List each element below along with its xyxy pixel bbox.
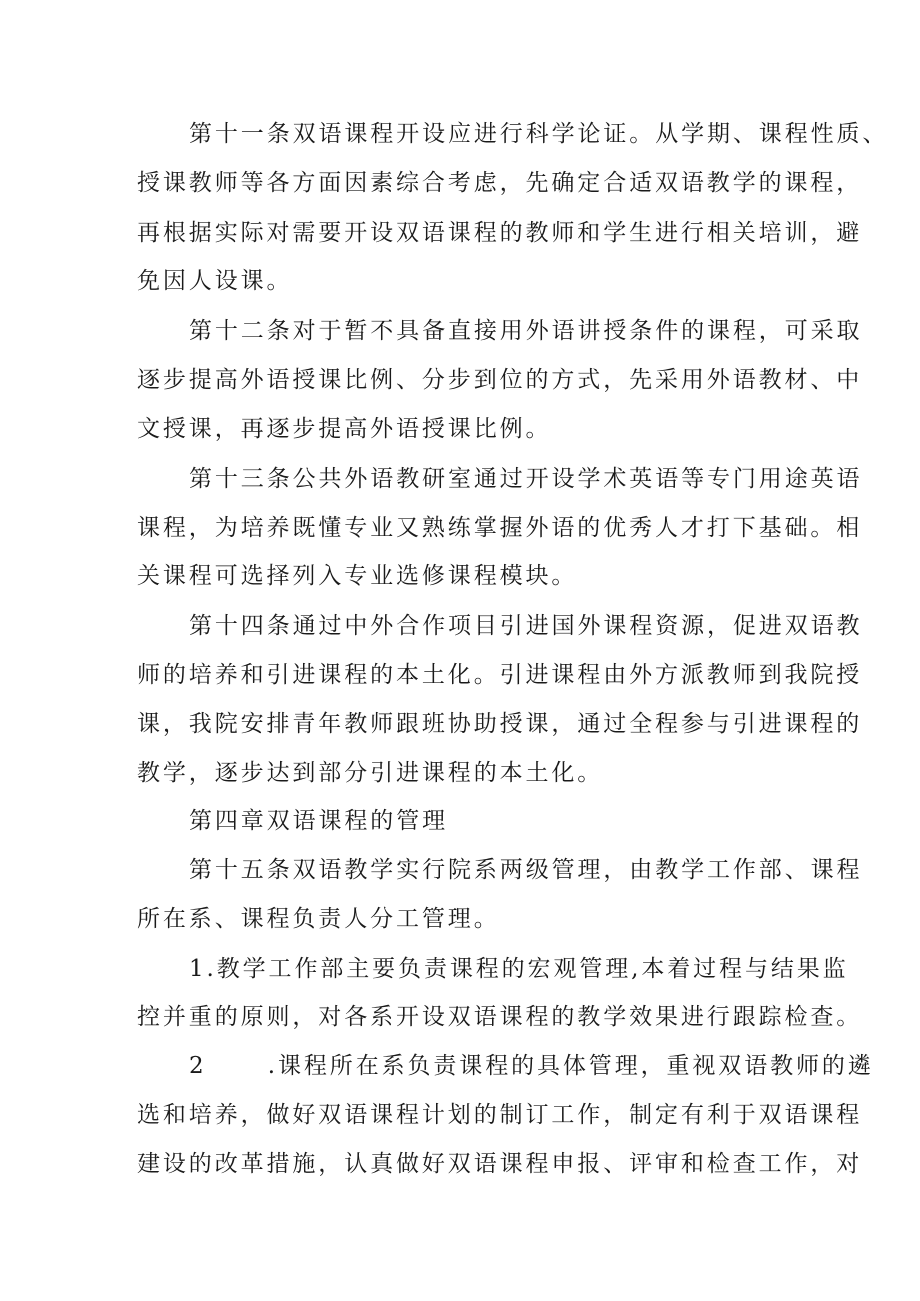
paragraph-13-line-3: 关课程可选择列入专业选修课程模块。 (137, 563, 578, 589)
paragraph-15-line-2: 所在系、课程负责人分工管理。 (137, 906, 500, 932)
paragraph-13-line-1: 第十三条公共外语教研室通过开设学术英语等专门用途英语 (189, 466, 863, 492)
item-1-line-1: 1.教学工作部主要负责课程的宏观管理,本着过程与结果监 (189, 956, 849, 982)
paragraph-12-line-3: 文授课，再逐步提高外语授课比例。 (137, 416, 552, 442)
paragraph-11-line-3: 再根据实际对需要开设双语课程的教师和学生进行相关培训，避 (137, 220, 863, 246)
paragraph-14-line-3: 课，我院安排青年教师跟班协助授课，通过全程参与引进课程的 (137, 711, 863, 737)
paragraph-11-line-1: 第十一条双语课程开设应进行科学论证。从学期、课程性质、 (189, 121, 889, 147)
item-2-line-3: 建设的改革措施，认真做好双语课程申报、评审和检查工作，对 (137, 1151, 863, 1177)
item-2-line-1: 2 .课程所在系负责课程的具体管理，重视双语教师的遴 (189, 1053, 874, 1079)
paragraph-14-line-1: 第十四条通过中外合作项目引进国外课程资源，促进双语教 (189, 613, 863, 639)
chapter-4-heading: 第四章双语课程的管理 (189, 808, 448, 834)
paragraph-11-line-4: 免因人设课。 (137, 268, 293, 294)
paragraph-15-line-1: 第十五条双语教学实行院系两级管理，由教学工作部、课程 (189, 857, 863, 883)
paragraph-12-line-2: 逐步提高外语授课比例、分步到位的方式，先采用外语教材、中 (137, 367, 863, 393)
paragraph-12-line-1: 第十二条对于暂不具备直接用外语讲授条件的课程，可采取 (189, 318, 863, 344)
paragraph-14-line-4: 教学，逐步达到部分引进课程的本土化。 (137, 760, 604, 786)
item-1-line-2: 控并重的原则，对各系开设双语课程的教学效果进行跟踪检查。 (137, 1004, 863, 1030)
paragraph-11-line-2: 授课教师等各方面因素综合考虑，先确定合适双语教学的课程， (137, 170, 863, 196)
paragraph-13-line-2: 课程，为培养既懂专业又熟练掌握外语的优秀人才打下基础。相 (137, 515, 863, 541)
item-2-line-2: 选和培养，做好双语课程计划的制订工作，制定有利于双语课程 (137, 1102, 863, 1128)
paragraph-14-line-2: 师的培养和引进课程的本土化。引进课程由外方派教师到我院授 (137, 662, 863, 688)
